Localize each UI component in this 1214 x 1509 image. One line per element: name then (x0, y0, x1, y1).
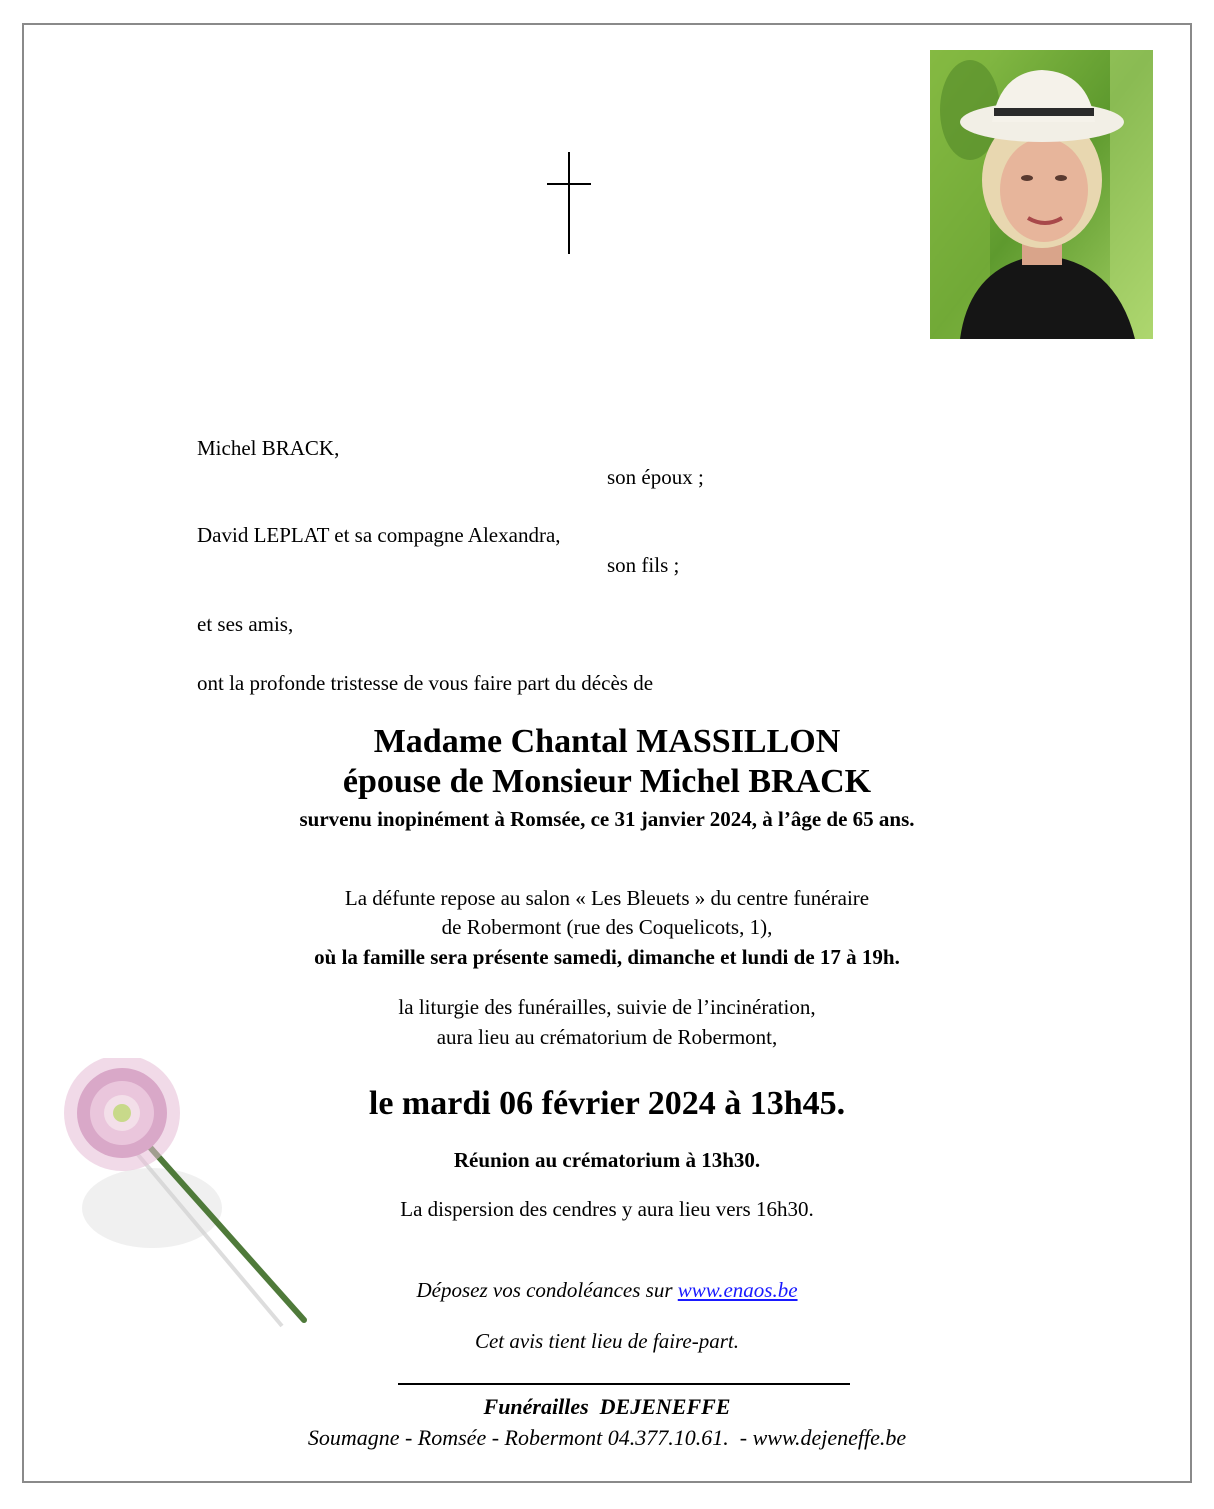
company-contact: Soumagne - Romsée - Robermont 04.377.10.61. - www.dejeneffe.be (307, 1425, 907, 1450)
dispersion-time: La dispersion des cendres y aura lieu vers 16h30. (400, 1197, 814, 1221)
deceased-name: Madame Chantal MASSILLON (373, 723, 841, 760)
condolences-line (0, 1280, 1214, 1301)
company-name: Funérailles DEJENEFFE (483, 1394, 731, 1419)
portrait-photo (930, 50, 1153, 339)
spouse-relation: son époux ; (607, 465, 704, 489)
ceremony-line-1: la liturgie des funérailles, suivie de l’incinération, (398, 995, 816, 1019)
son-relation: son fils ; (607, 553, 680, 577)
spouse-name: Michel BRACK, (197, 436, 340, 460)
footer-divider (398, 1383, 850, 1385)
friends-line: et ses amis, (197, 612, 294, 636)
death-details: survenu inopinément à Romsée, ce 31 janvier 2024, à l’âge de 65 ans. (299, 807, 915, 831)
ceremony-line-2: aura lieu au crématorium de Robermont, (436, 1025, 778, 1049)
condolences-prefix: Déposez vos condoléances sur (416, 1278, 678, 1302)
deceased-spouse-line: épouse de Monsieur Michel BRACK (342, 763, 872, 800)
announcement-intro: ont la profonde tristesse de vous faire part du décès de (197, 671, 654, 695)
ceremony-date: le mardi 06 février 2024 à 13h45. (368, 1085, 846, 1122)
notice-line: Cet avis tient lieu de faire-part. (474, 1329, 739, 1353)
meeting-time: Réunion au crématorium à 13h30. (453, 1148, 761, 1172)
condolences-link[interactable]: www.enaos.be (677, 1278, 798, 1302)
cross-icon (545, 152, 593, 254)
visitation-line-1: La défunte repose au salon « Les Bleuets » du centre funéraire (344, 886, 870, 910)
visitation-line-2: de Robermont (rue des Coquelicots, 1), (441, 915, 773, 939)
visitation-line-3: où la famille sera présente samedi, dimanche et lundi de 17 à 19h. (314, 945, 900, 969)
son-name: David LEPLAT et sa compagne Alexandra, (197, 523, 561, 547)
